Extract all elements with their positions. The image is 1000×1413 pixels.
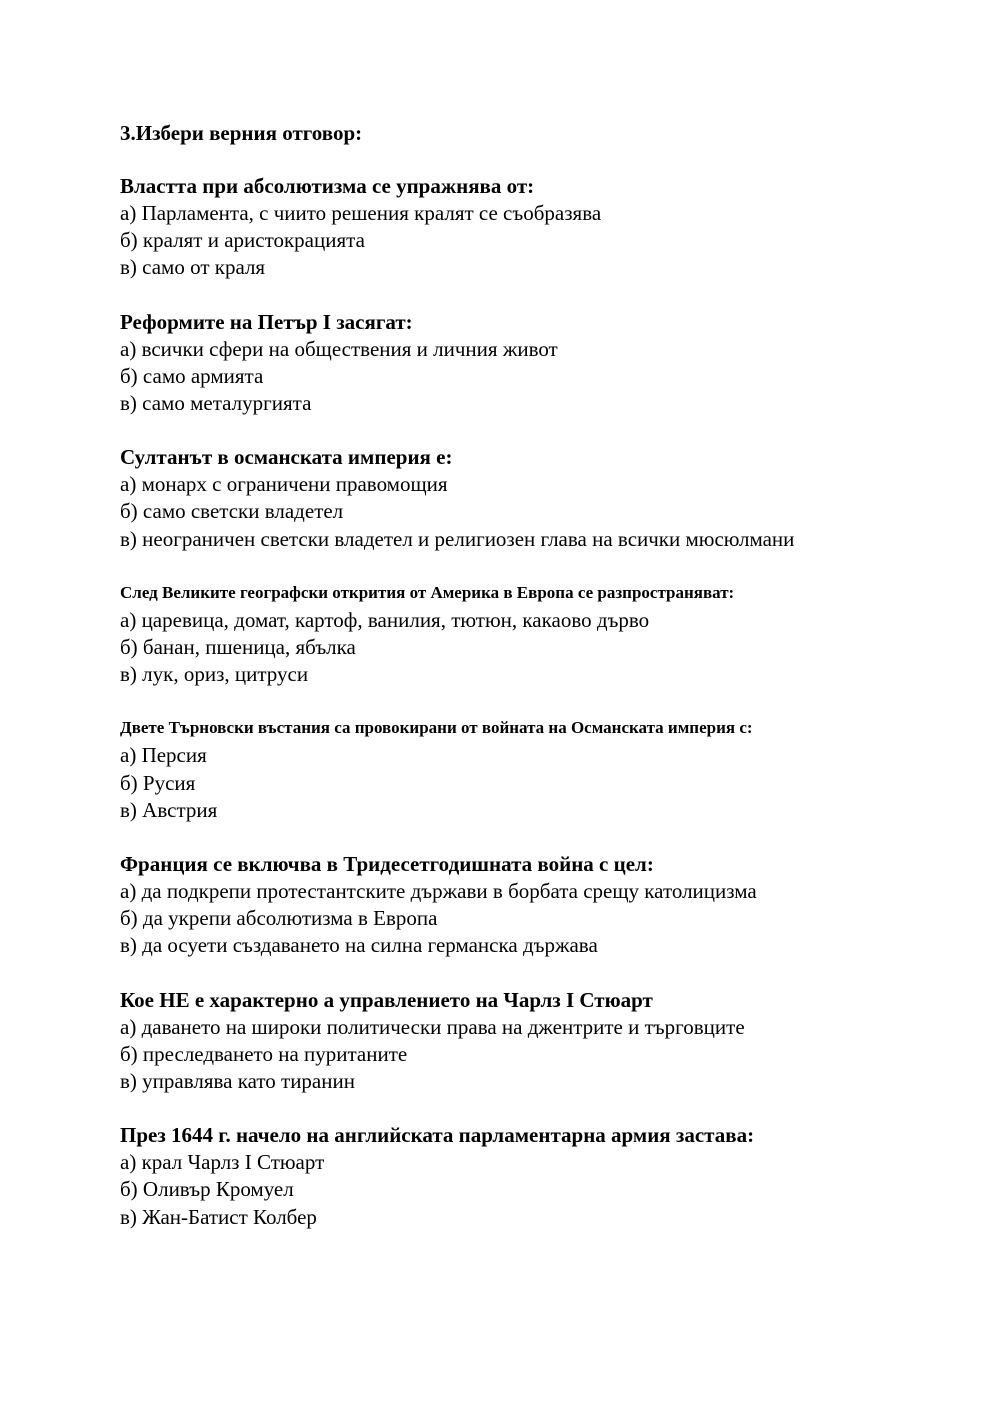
answer-option[interactable]: б) да укрепи абсолютизма в Европа — [120, 906, 438, 931]
answer-option[interactable]: б) само светски владетел — [120, 499, 344, 524]
question-text: След Великите географски открития от Америка в Европа се разпространяват: — [120, 582, 735, 602]
answer-option[interactable]: в) Австрия — [120, 797, 218, 822]
answer-option[interactable]: б) само армията — [120, 363, 264, 388]
question-text: Франция се включва в Тридесетгодишната война с цел: — [120, 852, 654, 877]
question-text: Султанът в османската империя е: — [120, 445, 453, 470]
answer-option[interactable]: а) да подкрепи протестантските държави в борбата срещу католицизма — [120, 879, 757, 904]
answer-option[interactable]: а) всички сфери на обществения и личния живот — [120, 336, 558, 361]
answer-option[interactable]: а) Парламента, с чиито решения кралят се съобразява — [120, 201, 602, 225]
answer-option[interactable]: в) да осуети създаването на силна германска държава — [120, 933, 598, 958]
question-text: Кое НЕ е характерно а управлението на Чарлз I Стюарт — [120, 987, 653, 1012]
answer-option[interactable]: б) преследването на пуританите — [120, 1041, 408, 1066]
question-1 — [120, 172, 960, 282]
worksheet-title: 3.Избери верния отговор: — [120, 121, 363, 145]
answer-option[interactable]: а) даването на широки политически права на джентрите и търговците — [120, 1014, 745, 1039]
question-text: Властта при абсолютизма се упражнява от: — [120, 174, 535, 198]
question-2 — [120, 308, 960, 418]
answer-option[interactable]: б) Русия — [120, 770, 196, 795]
answer-option[interactable]: в) неограничен светски владетел и религиозен глава на всички мюсюлмани — [120, 526, 795, 551]
question-3 — [120, 443, 960, 553]
worksheet-page — [120, 118, 960, 1257]
answer-option[interactable]: в) само от краля — [120, 255, 266, 280]
question-6 — [120, 850, 960, 960]
answer-option[interactable]: б) Оливър Кромуел — [120, 1177, 294, 1202]
answer-option[interactable]: а) монарх с ограничени правомощия — [120, 472, 448, 497]
answer-option[interactable]: б) банан, пшеница, ябълка — [120, 635, 356, 660]
answer-option[interactable]: в) управлява като тиранин — [120, 1069, 355, 1094]
answer-option[interactable]: в) лук, ориз, цитруси — [120, 662, 309, 687]
answer-option[interactable]: в) само металургията — [120, 391, 312, 416]
question-text: През 1644 г. начело на английската парламентарна армия застава: — [120, 1123, 755, 1148]
question-text: Двете Търновски въстания са провокирани от войната на Османската империя с: — [120, 718, 753, 738]
answer-option[interactable]: в) Жан-Батист Колбер — [120, 1204, 317, 1229]
question-4 — [120, 579, 960, 689]
answer-option[interactable]: а) крал Чарлз I Стюарт — [120, 1150, 325, 1175]
answer-option[interactable]: а) Персия — [120, 743, 207, 768]
question-8 — [120, 1121, 960, 1231]
question-text: Реформите на Петър I засягат: — [120, 309, 413, 334]
question-5 — [120, 714, 960, 824]
answer-option[interactable]: а) царевица, домат, картоф, ванилия, тютюн, какаово дърво — [120, 607, 650, 632]
question-7 — [120, 986, 960, 1096]
answer-option[interactable]: б) кралят и аристокрацията — [120, 228, 365, 253]
